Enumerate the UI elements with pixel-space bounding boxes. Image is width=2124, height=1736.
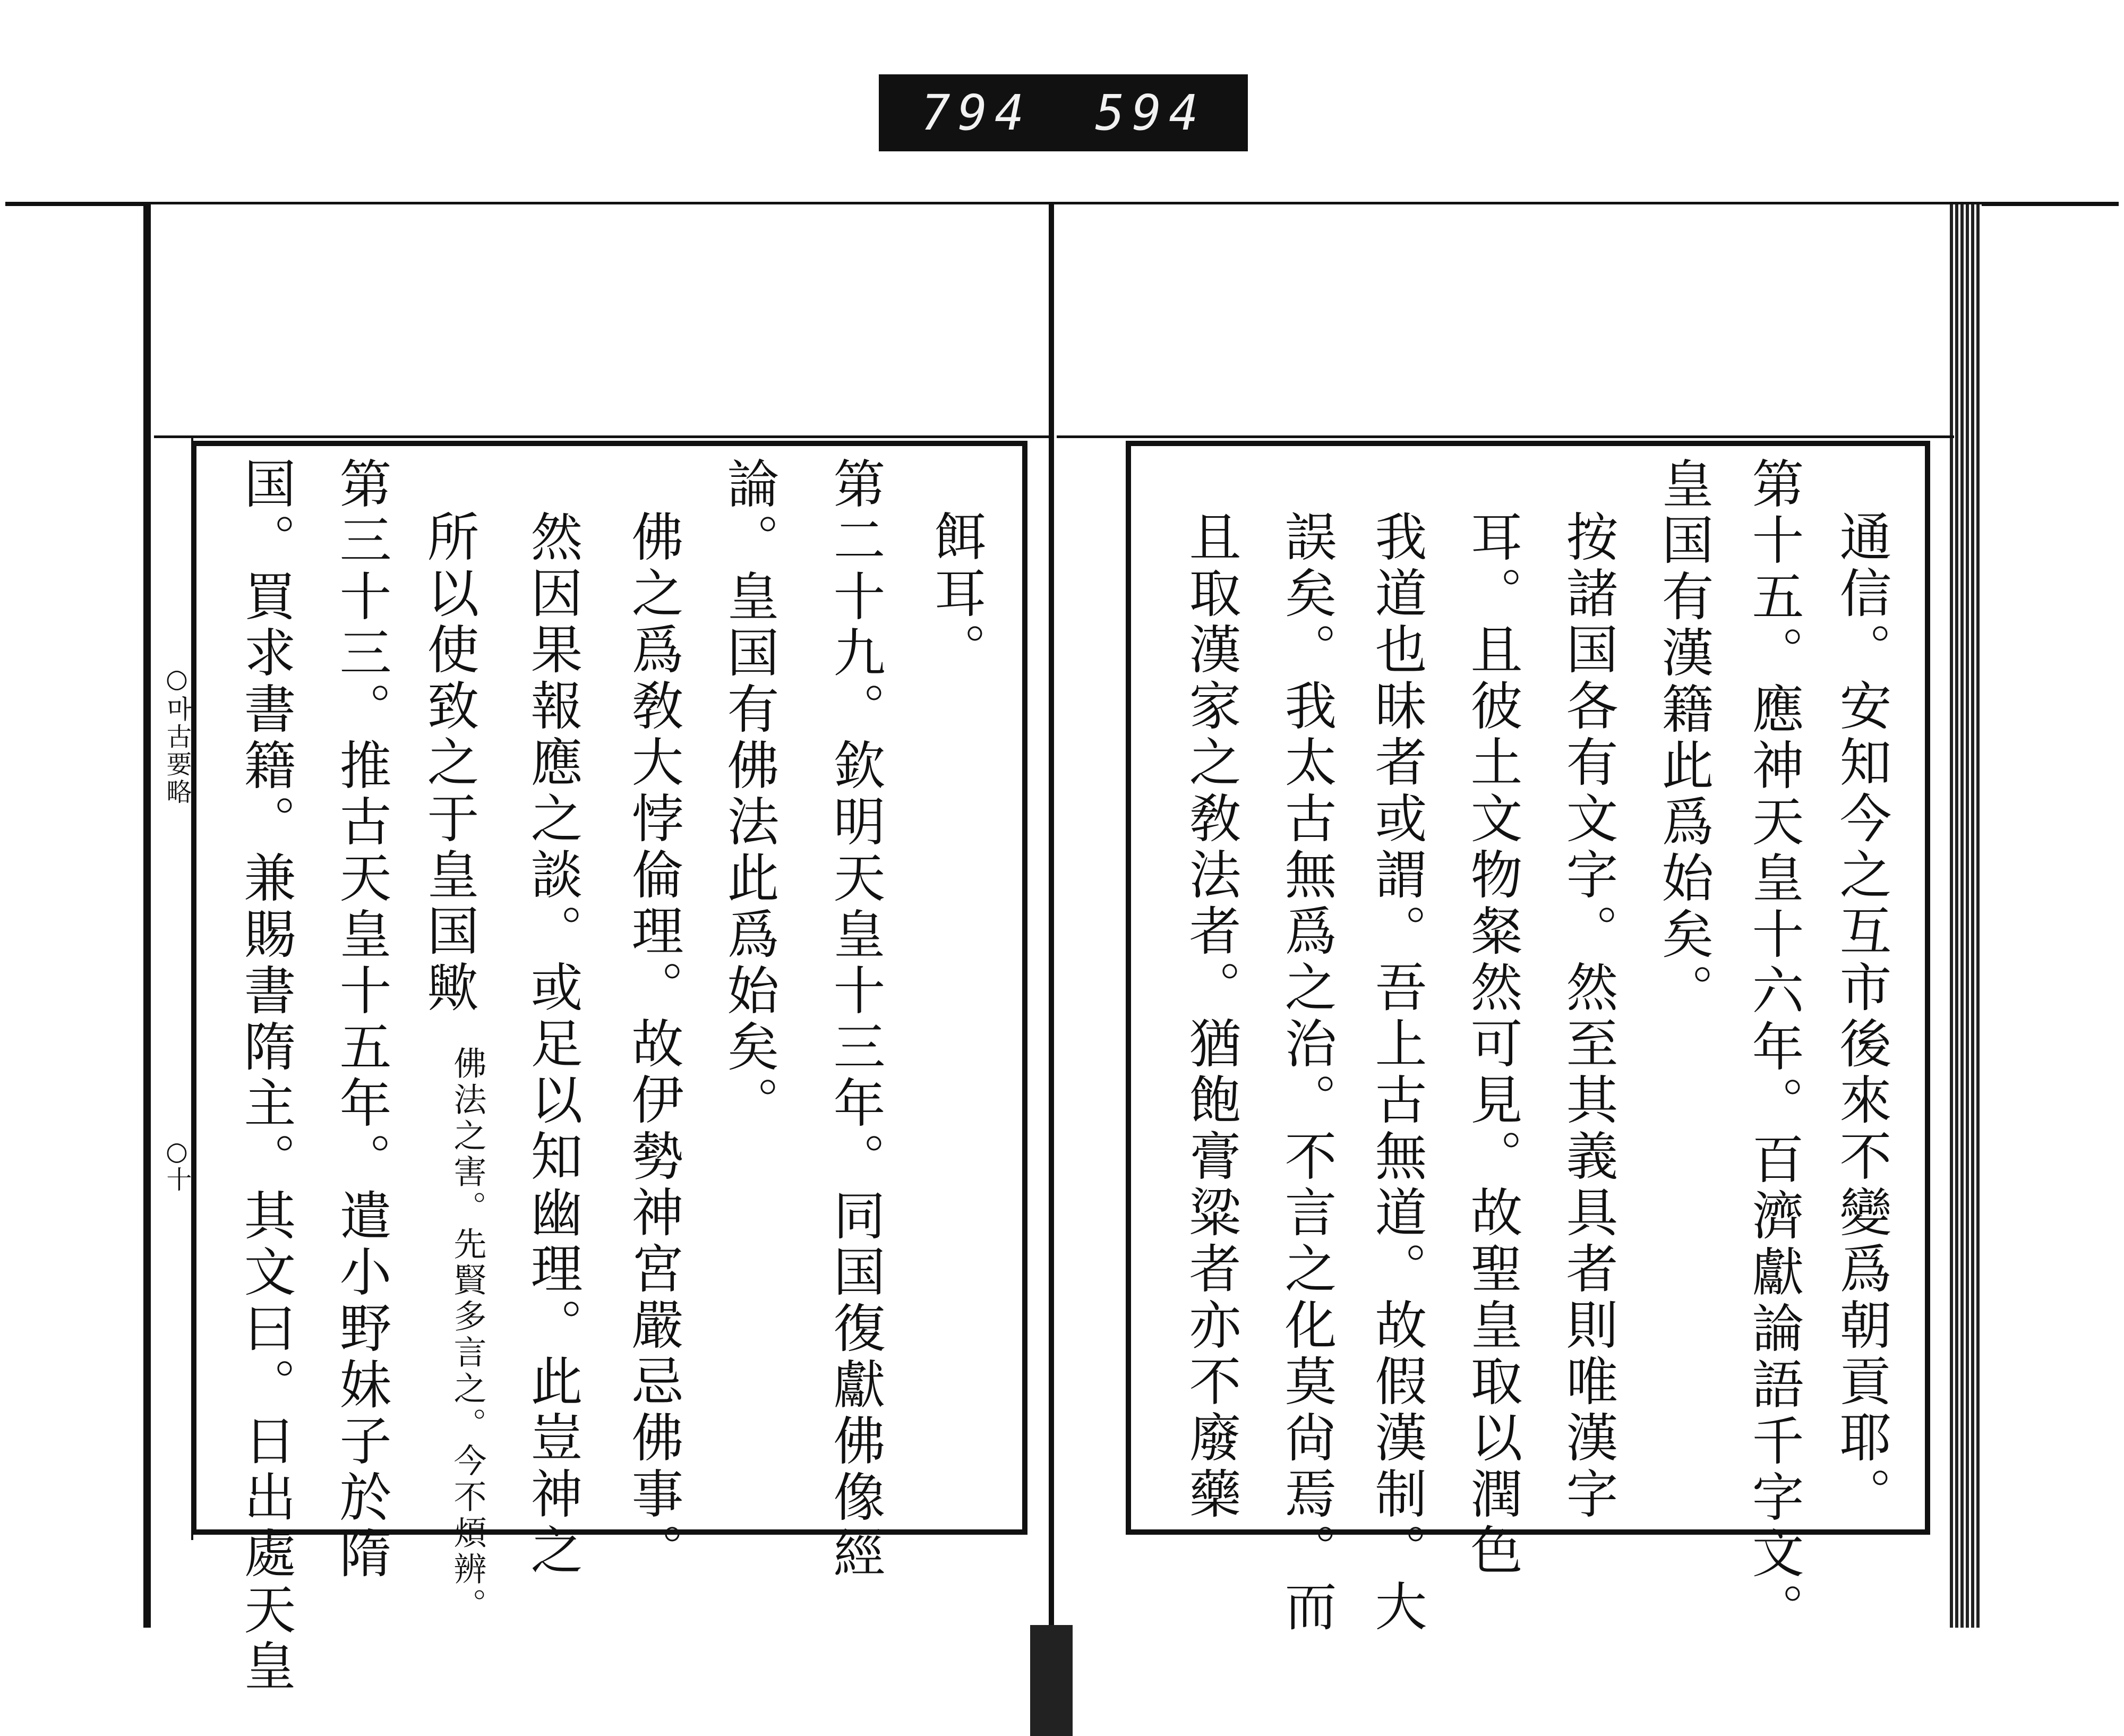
right-column-6: 我道也昧者或謂。吾上古無道。故假漢制。大: [1366, 510, 1427, 1636]
left-column-7: 第三十三。推古天皇十五年。遣小野妹子於隋: [331, 457, 391, 1583]
right-column-8: 且取漢家之敎法者。猶飽膏粱者亦不廢藥: [1180, 510, 1241, 1523]
book-page-edge: [1950, 204, 1982, 1628]
left-column-6: 所以使致之于皇国歟: [418, 510, 479, 1016]
left-column-2: 第二十九。欽明天皇十三年。同国復獻佛像經: [825, 457, 885, 1583]
right-header-line: [1057, 435, 1954, 438]
archive-number-left: 794: [921, 84, 1032, 141]
left-margin-column: [151, 435, 193, 1540]
right-column-5: 耳。且彼土文物粲然可見。故聖皇取以潤色: [1462, 510, 1522, 1579]
left-column-1: 餌耳。: [926, 510, 986, 679]
book-gutter: [1049, 204, 1054, 1644]
binding-tab: [1030, 1625, 1073, 1736]
archive-number-label: [879, 74, 1248, 151]
right-column-4: 按諸国各有文字。然至其義具者則唯漢字: [1557, 510, 1618, 1523]
left-header-line: [154, 435, 1051, 438]
archive-number-right: 594: [1095, 84, 1206, 141]
left-column-4: 佛之爲敎大悖倫理。故伊勢神宮嚴忌佛事。: [623, 510, 683, 1579]
right-column-2: 第十五。應神天皇十六年。百濟獻論語千字文。: [1743, 457, 1804, 1639]
right-column-7: 誤矣。我太古無爲之治。不言之化莫尙焉。而: [1276, 510, 1337, 1636]
page-number-margin: ○十: [162, 1136, 192, 1192]
book-title-margin: ○마古要略: [162, 664, 192, 806]
left-annotation: 佛法之害。先賢多言之。今不煩辨。: [448, 1046, 487, 1624]
left-column-8: 国。買求書籍。兼賜書隋主。其文曰。日出處天皇: [235, 457, 296, 1695]
left-column-5: 然因果報應之談。或足以知幽理。此豈神之: [522, 510, 583, 1579]
right-column-3: 皇国有漢籍此爲始矣。: [1653, 457, 1714, 1020]
right-column-1: 通信。安知今之互市後來不變爲朝貢耶。: [1831, 510, 1891, 1523]
left-column-3: 論。皇国有佛法此爲始矣。: [718, 457, 779, 1132]
